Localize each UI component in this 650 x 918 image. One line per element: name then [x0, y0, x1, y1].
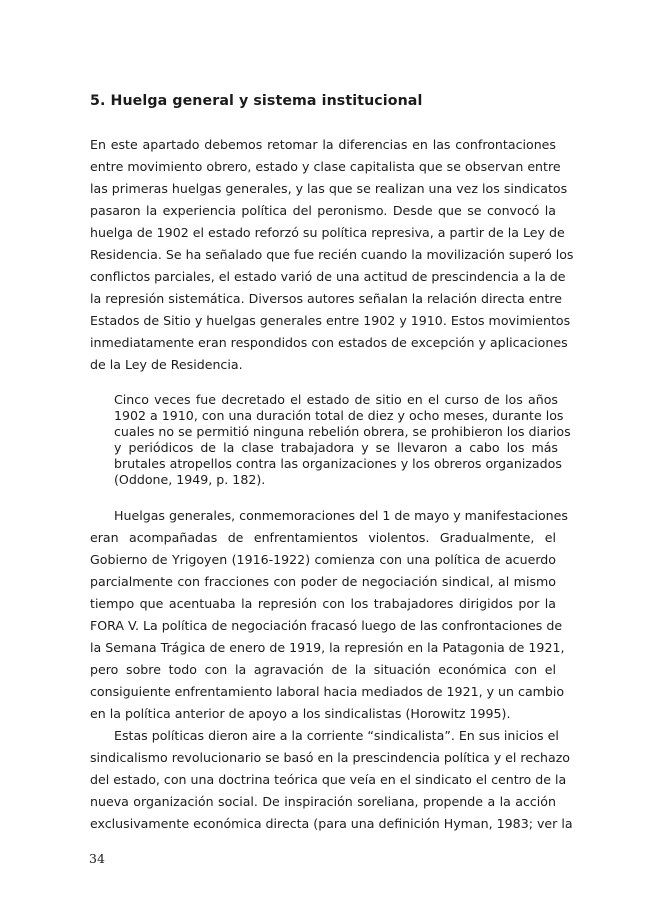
paragraph-2-line: Huelgas generales, conmemoraciones del 1 de mayo y manifestaciones	[114, 508, 568, 523]
paragraph-1-line: la represión sistemática. Diversos autores señalan la relación directa entre	[90, 291, 563, 306]
paragraph-2-line: tiempo que acentuaba la represión con los trabajadores dirigidos por la	[90, 596, 556, 611]
block-quote-line: y periódicos de la clase trabajadora y se llevaron a cabo los más	[114, 440, 558, 455]
paragraph-1-line: las primeras huelgas generales, y las que se realizan una vez los sindicatos	[90, 181, 568, 196]
block-quote-line: (Oddone, 1949, p. 182).	[114, 472, 266, 487]
paragraph-1-line: conflictos parciales, el estado varió de una actitud de prescindencia a la de	[90, 269, 566, 284]
paragraph-2-line: la Semana Trágica de enero de 1919, la represión en la Patagonia de 1921,	[90, 640, 565, 655]
paragraph-2-line: FORA V. La política de negociación fracasó luego de las confrontaciones de	[90, 618, 563, 633]
paragraph-1-line: de la Ley de Residencia.	[90, 357, 243, 372]
paragraph-1-line: entre movimiento obrero, estado y clase capitalista que se observan entre	[90, 159, 561, 174]
paragraph-1-line: inmediatamente eran respondidos con estados de excepción y aplicaciones	[90, 335, 568, 350]
block-quote-line: cuales no se permitió ninguna rebelión obrera, se prohibieron los diarios	[114, 424, 571, 439]
section-heading: 5. Huelga general y sistema institucional	[90, 93, 423, 109]
paragraph-2-line: eran acompañadas de enfrentamientos violentos. Gradualmente, el	[90, 530, 556, 545]
block-quote-line: brutales atropellos contra las organizaciones y los obreros organizados	[114, 456, 562, 471]
paragraph-1-line: Residencia. Se ha señalado que fue recién cuando la movilización superó los	[90, 247, 574, 262]
paragraph-3-line: del estado, con una doctrina teórica que veía en el sindicato el centro de la	[90, 772, 567, 787]
paragraph-3-line: Estas políticas dieron aire a la corriente “sindicalista”. En sus inicios el	[114, 728, 559, 743]
paragraph-2-line: en la política anterior de apoyo a los sindicalistas (Horowitz 1995).	[90, 706, 511, 721]
block-quote-line: 1902 a 1910, con una duración total de diez y ocho meses, durante los	[114, 408, 564, 423]
paragraph-2-line: Gobierno de Yrigoyen (1916-1922) comienza con una política de acuerdo	[90, 552, 556, 567]
paragraph-2-line: pero sobre todo con la agravación de la situación económica con el	[90, 662, 556, 677]
paragraph-2-line: consiguiente enfrentamiento laboral hacia mediados de 1921, y un cambio	[90, 684, 565, 699]
paragraph-3-line: exclusivamente económica directa (para una definición Hyman, 1983; ver la	[90, 816, 573, 831]
paragraph-1-line: pasaron la experiencia política del peronismo. Desde que se convocó la	[90, 203, 556, 218]
page-number: 34	[89, 851, 105, 866]
paragraph-3-line: nueva organización social. De inspiración soreliana, propende a la acción	[90, 794, 556, 809]
block-quote-line: Cinco veces fue decretado el estado de sitio en el curso de los años	[114, 392, 558, 407]
paragraph-3-line: sindicalismo revolucionario se basó en la prescindencia política y el rechazo	[90, 750, 571, 765]
paragraph-1-line: En este apartado debemos retomar la diferencias en las confrontaciones	[90, 137, 556, 152]
paragraph-1-line: huelga de 1902 el estado reforzó su política represiva, a partir de la Ley de	[90, 225, 565, 240]
paragraph-2-line: parcialmente con fracciones con poder de negociación sindical, al mismo	[90, 574, 556, 589]
paragraph-1-line: Estados de Sitio y huelgas generales entre 1902 y 1910. Estos movimientos	[90, 313, 571, 328]
